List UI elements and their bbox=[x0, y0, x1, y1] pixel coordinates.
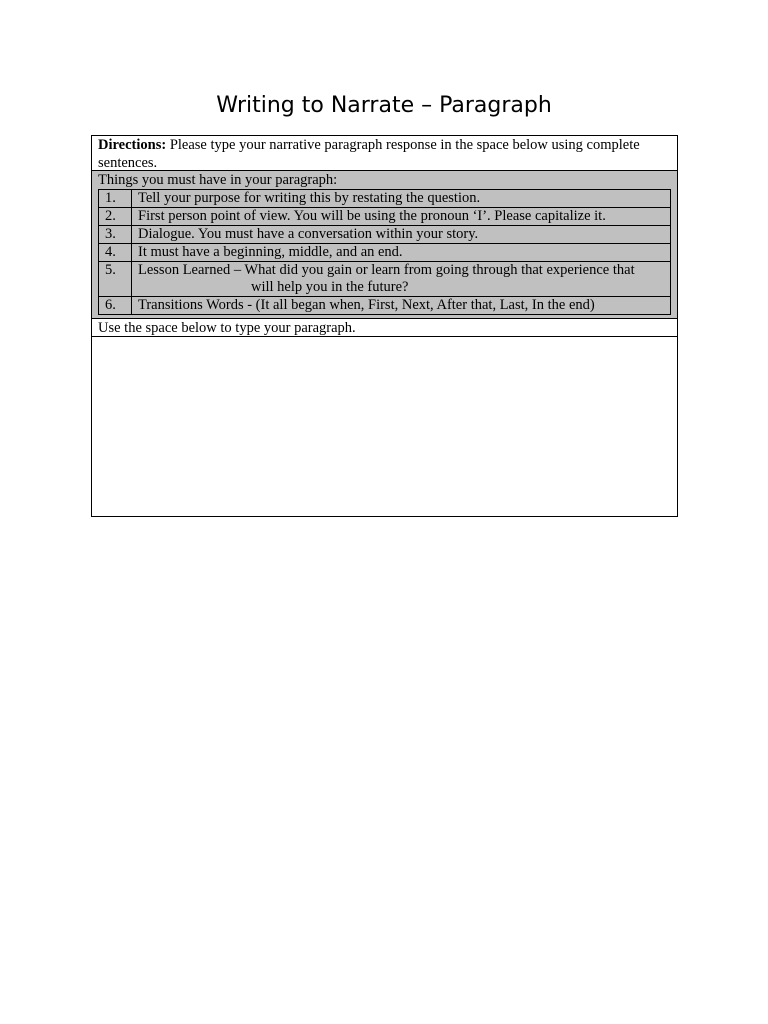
item-number: 4. bbox=[99, 244, 132, 262]
item-text-cell bbox=[132, 262, 671, 297]
page-title: Writing to Narrate – Paragraph bbox=[216, 93, 552, 118]
list-item bbox=[99, 226, 671, 244]
directions-row bbox=[92, 136, 677, 171]
item-number: 3. bbox=[99, 226, 132, 244]
requirements-section bbox=[92, 171, 677, 319]
item-text: Transitions Words - (It all began when, First, Next, After that, Last, In the end) bbox=[132, 297, 671, 315]
instructions-row: Use the space below to type your paragraph. bbox=[92, 319, 677, 337]
worksheet-table bbox=[91, 135, 678, 517]
item-text: Dialogue. You must have a conversation within your story. bbox=[132, 226, 671, 244]
list-item bbox=[99, 262, 671, 297]
item-number: 1. bbox=[99, 190, 132, 208]
item-text-continuation: will help you in the future? bbox=[251, 279, 409, 295]
directions-text: Please type your narrative paragraph response in the space below using complete sentences. bbox=[98, 137, 640, 171]
list-item bbox=[99, 244, 671, 262]
item-number: 2. bbox=[99, 208, 132, 226]
item-text: Lesson Learned – What did you gain or learn from going through that experience that bbox=[138, 262, 635, 278]
item-text: First person point of view. You will be using the pronoun ‘I’. Please capitalize it. bbox=[132, 208, 671, 226]
item-number: 6. bbox=[99, 297, 132, 315]
requirements-list bbox=[98, 189, 671, 315]
directions-label: Directions: bbox=[98, 137, 167, 153]
requirements-heading: Things you must have in your paragraph: bbox=[98, 172, 338, 188]
item-text: It must have a beginning, middle, and an end. bbox=[132, 244, 671, 262]
list-item bbox=[99, 190, 671, 208]
list-item bbox=[99, 297, 671, 315]
item-number: 5. bbox=[99, 262, 132, 297]
list-item bbox=[99, 208, 671, 226]
answer-text-area[interactable] bbox=[92, 337, 677, 514]
item-text: Tell your purpose for writing this by restating the question. bbox=[132, 190, 671, 208]
